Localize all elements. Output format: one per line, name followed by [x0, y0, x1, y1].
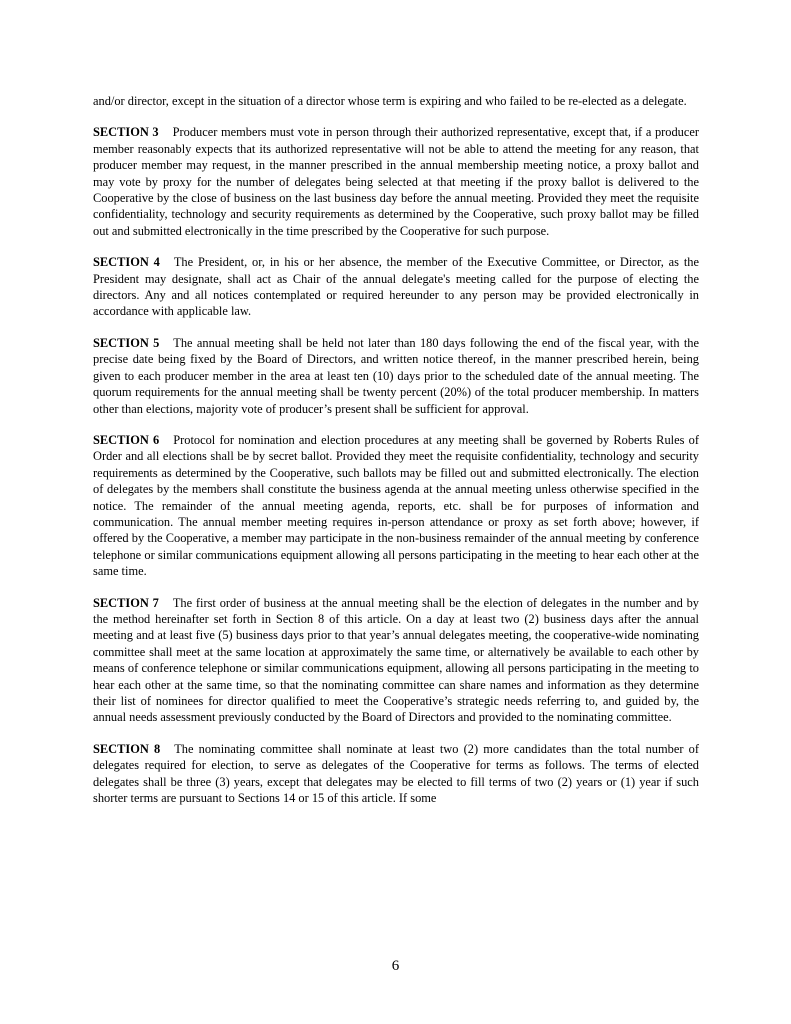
- section-8-paragraph: [93, 741, 699, 807]
- section-5-text: The annual meeting shall be held not later than 180 days following the end of the fiscal year, with the precise date being fixed by the Board of Directors, and written notice thereof, in the manner prescribed herein, being given to each producer member in the area at least ten (10) days prior to the scheduled date of the annual meeting. The quorum requirements for the annual meeting shall be twenty percent (20%) of the total producer membership. In matters other than elections, majority vote of producer’s present shall be sufficient for approval.: [93, 335, 699, 416]
- section-4-paragraph: [93, 254, 699, 320]
- section-3-paragraph: [93, 124, 699, 239]
- section-7-heading: SECTION 7: [93, 595, 159, 610]
- section-5-heading: SECTION 5: [93, 335, 160, 350]
- section-6-heading: SECTION 6: [93, 432, 160, 447]
- section-7-paragraph: [93, 595, 699, 726]
- section-6-text: Protocol for nomination and election procedures at any meeting shall be governed by Roberts Rules of Order and all elections shall be by secret ballot. Provided they meet the requisite confidentiality, technology and security requirements as determined by the Cooperative, such ballots may be filled out and submitted electronically. The election of delegates by the members shall constitute the business agenda at the annual meeting unless otherwise specified in the notice. The remainder of the annual meeting agenda, reports, etc. shall be for purposes of information and communication. The annual member meeting requires in-person attendance or proxy as set forth above; however, if offered by the Cooperative, a member may participate in the non-business remainder of the annual meeting by conference telephone or similar communications equipment allowing all persons participating in the meeting to hear each other at the same time.: [93, 432, 699, 579]
- section-4-heading: SECTION 4: [93, 255, 160, 270]
- section-6-paragraph: [93, 432, 699, 580]
- section-5-paragraph: [93, 335, 699, 417]
- section-8-heading: SECTION 8: [93, 741, 161, 756]
- document-page: [93, 93, 699, 821]
- section-8-text: The nominating committee shall nominate at least two (2) more candidates than the total number of delegates required for election, to serve as delegates of the Cooperative for terms as follows. The terms of elected delegates shall be three (3) years, except that delegates may be elected to fill terms of two (2) years or (1) year if such shorter terms are pursuant to Sections 14 or 15 of this article. If some: [93, 741, 699, 806]
- intro-paragraph: and/or director, except in the situation of a director whose term is expiring and who failed to be re-elected as a delegate.: [93, 94, 687, 108]
- section-3-text: Producer members must vote in person through their authorized representative, except that, if a producer member reasonably expects that its authorized representative will not be able to attend the meeting for any reason, that producer member may request, in the manner prescribed in the annual membership meeting notice, a proxy ballot and may vote by proxy for the number of delegates being selected at that meeting if the proxy ballot is delivered to the Cooperative by the close of business on the last business day before the annual meeting. Provided they meet the requisite confidentiality, technology and security requirements as determined by the Cooperative, such proxy ballot may be filled out and submitted electronically in the time prescribed by the Cooperative for such purpose.: [93, 125, 699, 238]
- section-4-text: The President, or, in his or her absence, the member of the Executive Committee, or Director, as the President may designate, shall act as Chair of the annual delegate's meeting called for the purpose of electing the directors. Any and all notices contemplated or required hereunder to any person may be provided electronically in accordance with applicable law.: [93, 255, 699, 319]
- section-7-text: The first order of business at the annual meeting shall be the election of delegates in the number and by the method hereinafter set forth in Section 8 of this article. On a day at least two (2) business days after the annual meeting and at least five (5) business days prior to that year’s annual delegates meeting, the cooperative-wide nominating committee shall meet at the same location at approximately the same time, or alternatively be available to each other by means of conference telephone or similar communications equipment, allowing all persons participating in the meeting to hear each other at the same time, so that the nominating committee can share names and information as they determine their list of nominees for director qualified to meet the Cooperative’s strategic needs referring to, and guided by, the annual needs assessment previously conducted by the Board of Directors and provided to the nominating committee.: [93, 595, 699, 725]
- section-3-heading: SECTION 3: [93, 125, 159, 140]
- page-number: 6: [391, 958, 400, 974]
